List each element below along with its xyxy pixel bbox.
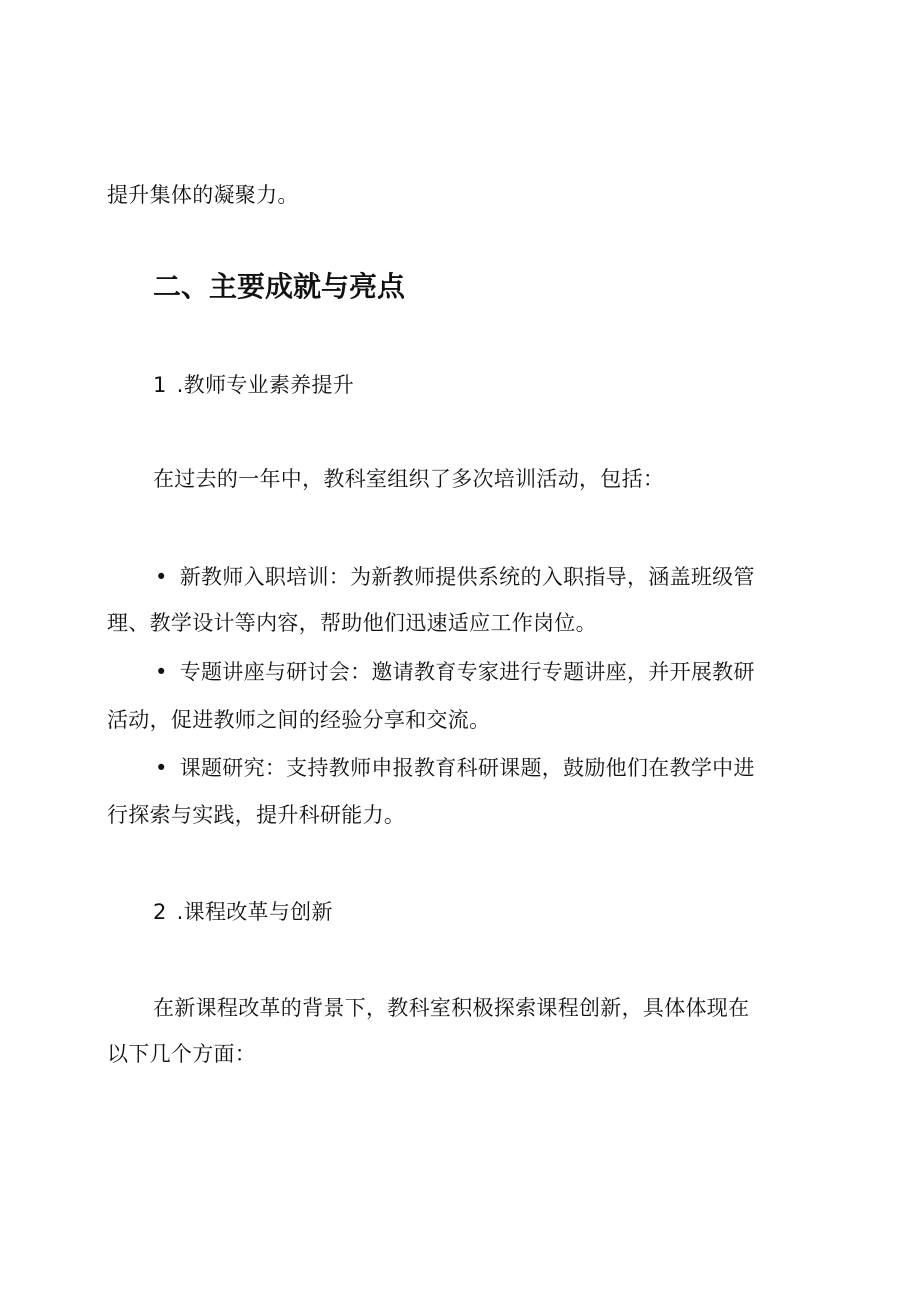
bullet-item-3: [155, 753, 755, 783]
bullet-icon: •: [155, 565, 168, 589]
section-heading: 二、主要成就与亮点: [153, 270, 406, 303]
bullet-text-line1: 新教师入职培训：为新教师提供系统的入职指导，涵盖班级管: [179, 565, 755, 589]
subsection-title: .课程改革与创新: [176, 900, 333, 924]
bullet-item-2: [155, 657, 755, 687]
bullet-icon: •: [155, 756, 168, 780]
subsection2-intro-line2: 以下几个方面：: [107, 1042, 257, 1066]
subsection-number: 2: [153, 900, 167, 924]
subsection-number: 1: [153, 373, 167, 397]
bullet-item-2-cont: 活动，促进教师之间的经验分享和交流。: [107, 708, 491, 732]
bullet-item-1-cont: 理、教学设计等内容，帮助他们迅速适应工作岗位。: [107, 611, 597, 635]
paragraph-intro-end: 提升集体的凝聚力。: [107, 183, 299, 207]
bullet-text-line1: 课题研究：支持教师申报教育科研课题，鼓励他们在教学中进: [179, 756, 755, 780]
bullet-icon: •: [155, 660, 168, 684]
subsection2-intro-line1: 在新课程改革的背景下，教科室积极探索课程创新，具体体现在: [153, 996, 750, 1020]
bullet-text-line1: 专题讲座与研讨会：邀请教育专家进行专题讲座，并开展教研: [179, 660, 755, 684]
subsection-heading-1: [153, 370, 354, 400]
subsection-title: .教师专业素养提升: [176, 373, 355, 397]
bullet-item-1: [155, 562, 755, 592]
subsection1-intro: 在过去的一年中，教科室组织了多次培训活动，包括：: [153, 467, 665, 491]
bullet-item-3-cont: 行探索与实践，提升科研能力。: [107, 803, 406, 827]
subsection-heading-2: [153, 897, 333, 927]
